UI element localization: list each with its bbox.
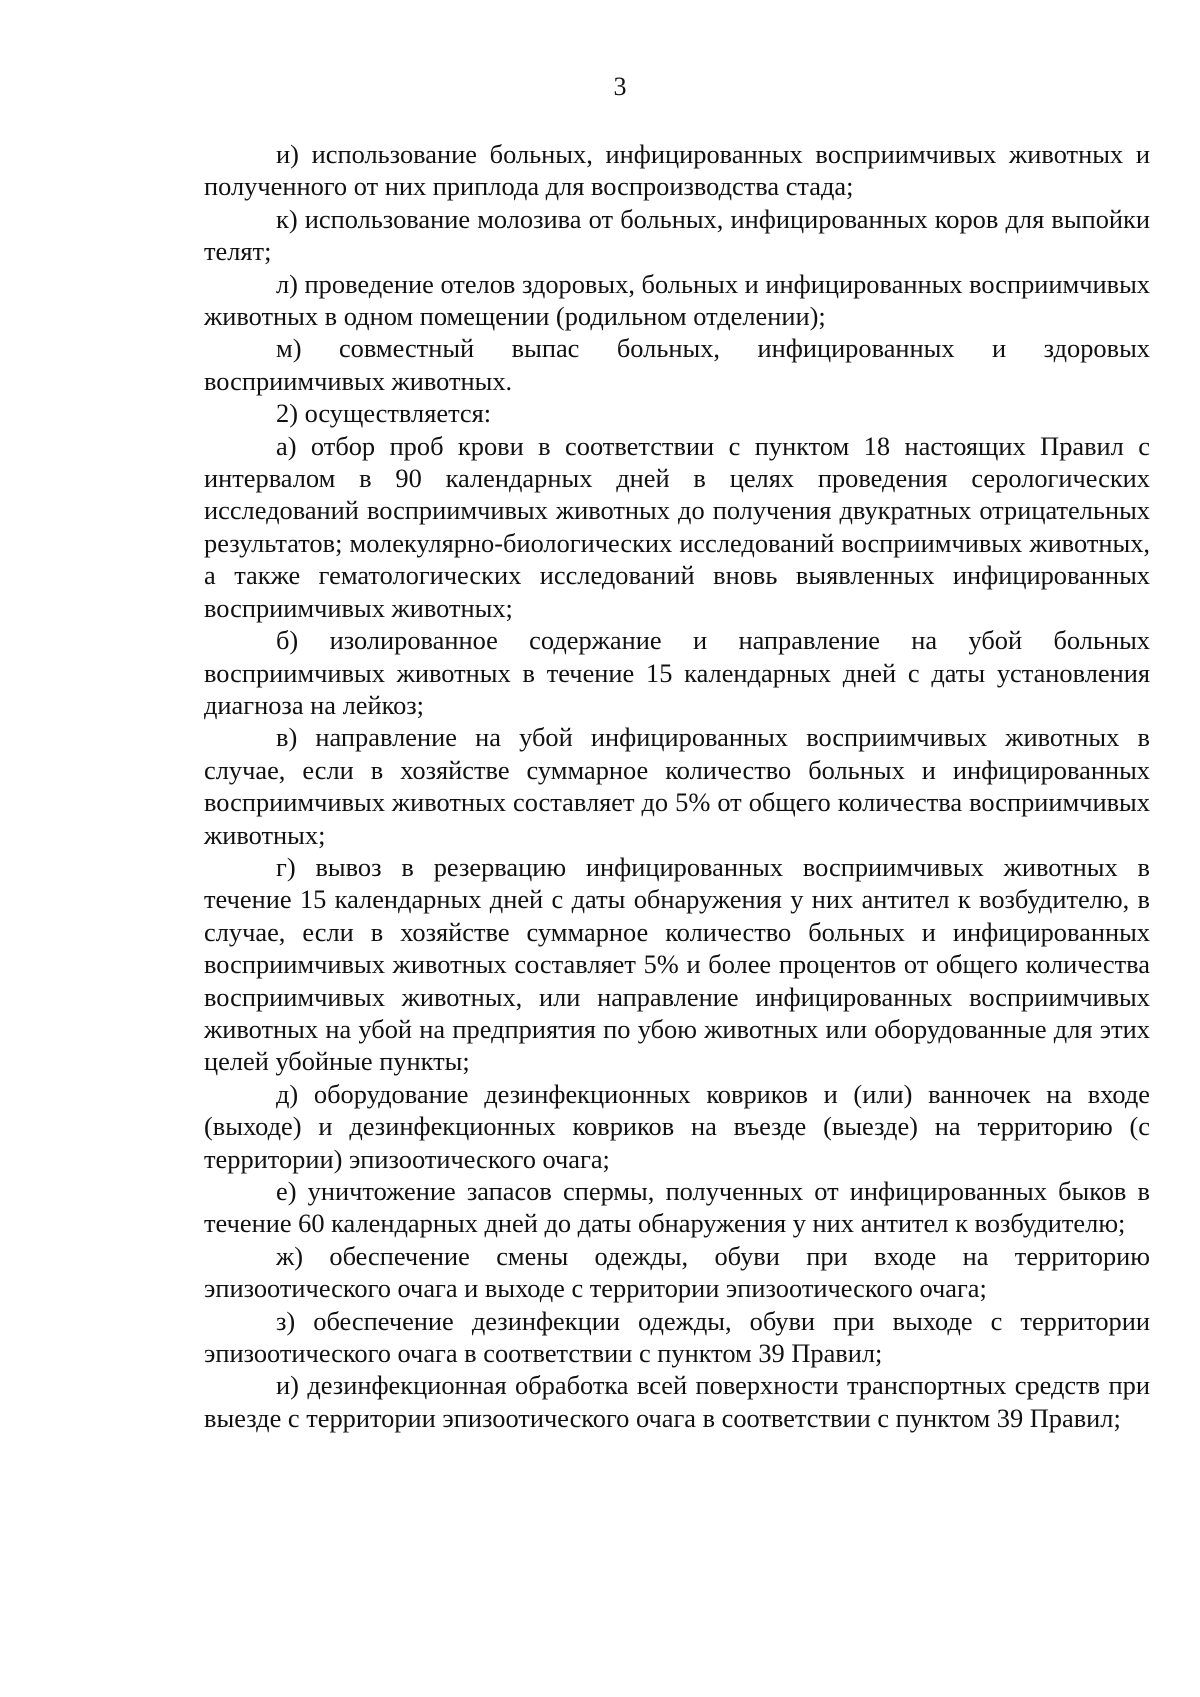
document-body [204, 138, 1150, 1434]
paragraph-item-zh: ж) обеспечение смены одежды, обуви при входе на территорию эпизоотического очага и выходе с территории эпизоотического очага; [204, 1240, 1150, 1304]
paragraph-item-k: к) использование молозива от больных, инфицированных коров для выпойки телят; [204, 203, 1150, 267]
paragraph-item-l: л) проведение отелов здоровых, больных и инфицированных восприимчивых животных в одном помещении (родильном отделении); [204, 268, 1150, 332]
paragraph-item-a: а) отбор проб крови в соответствии с пунктом 18 настоящих Правил с интервалом в 90 календарных дней в целях проведения серологических исследований восприимчивых животных до получения двукратных отрицательных результатов; молекулярно-биологических исследований восприимчивых животных, а также гематологических исследований вновь выявленных инфицированных восприимчивых животных; [204, 430, 1150, 623]
page-number: 3 [613, 72, 627, 101]
paragraph-item-g: г) вывоз в резервацию инфицированных восприимчивых животных в течение 15 календарных дней с даты обнаружения у них антител к возбудителю, в случае, если в хозяйстве суммарное количество больных и инфицированных восприимчивых животных составляет 5% и более процентов от общего количества восприимчивых животных, или направление инфицированных восприимчивых животных на убой на предприятия по убою животных или оборудованные для этих целей убойные пункты; [204, 851, 1150, 1077]
paragraph-item-i-2: и) дезинфекционная обработка всей поверхности транспортных средств при выезде с территории эпизоотического очага в соответствии с пунктом 39 Правил; [204, 1370, 1150, 1433]
paragraph-item-i: и) использование больных, инфицированных восприимчивых животных и полученного от них приплода для воспроизводства стада; [204, 139, 1150, 202]
paragraph-item-d: д) оборудование дезинфекционных ковриков и (или) ванночек на входе (выходе) и дезинфекционных ковриков на въезде (выезде) на территорию (с территории) эпизоотического очага; [204, 1078, 1150, 1174]
paragraph-section-2: 2) осуществляется: [276, 398, 492, 429]
paragraph-item-b: б) изолированное содержание и направление на убой больных восприимчивых животных в течение 15 календарных дней с даты установления диагноза на лейкоз; [204, 625, 1150, 720]
paragraph-item-m: м) совместный выпас больных, инфицированных и здоровых восприимчивых животных. [204, 333, 1150, 396]
paragraph-item-v: в) направление на убой инфицированных восприимчивых животных в случае, если в хозяйстве суммарное количество больных и инфицированных восприимчивых животных составляет до 5% от общего количества восприимчивых животных; [204, 722, 1150, 850]
paragraph-item-e: е) уничтожение запасов спермы, полученных от инфицированных быков в течение 60 календарных дней до даты обнаружения у них антител к возбудителю; [204, 1176, 1150, 1239]
paragraph-item-z: з) обеспечение дезинфекции одежды, обуви при выходе с территории эпизоотического очага в соответствии с пунктом 39 Правил; [204, 1305, 1150, 1369]
